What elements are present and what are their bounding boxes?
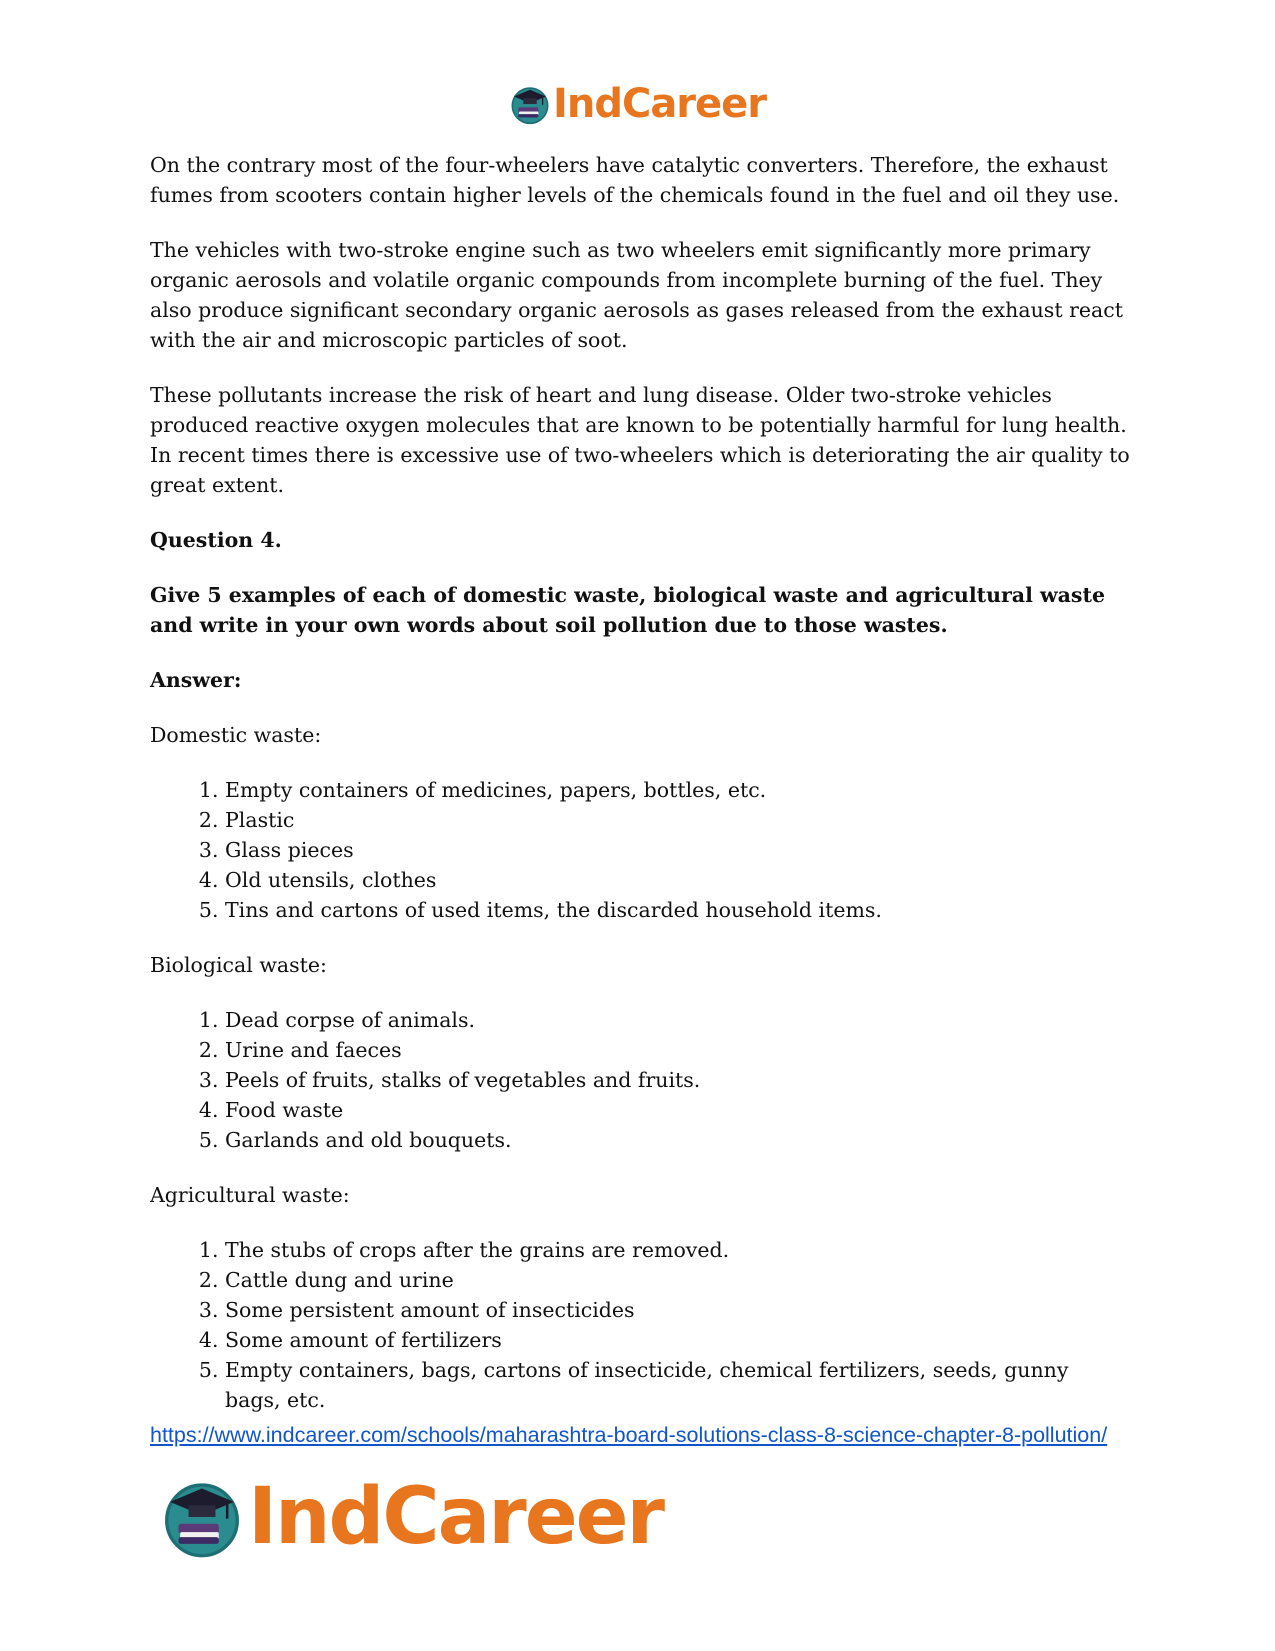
biological-waste-list [150, 1005, 1130, 1155]
answer-label: Answer: [150, 668, 242, 692]
list-item: 4. Some amount of fertilizers [225, 1325, 1130, 1355]
source-link[interactable]: https://www.indcareer.com/schools/maharashtra-board-solutions-class-8-science-chapter-8-pollution/ [150, 1423, 1108, 1447]
graduation-cap-book-icon [160, 1475, 244, 1559]
list-item: 3. Peels of fruits, stalks of vegetables and fruits. [225, 1065, 1130, 1095]
graduation-cap-book-icon [509, 83, 551, 125]
list-item: 2. Plastic [225, 805, 1130, 835]
domestic-waste-list [150, 775, 1130, 925]
list-item: 4. Food waste [225, 1095, 1130, 1125]
list-item: 1. Empty containers of medicines, papers, bottles, etc. [225, 775, 1130, 805]
agricultural-waste-list [150, 1235, 1130, 1415]
header-logo [0, 80, 1275, 128]
brand-logo [509, 83, 766, 125]
list-item: 2. Cattle dung and urine [225, 1265, 1130, 1295]
list-item: 2. Urine and faeces [225, 1035, 1130, 1065]
paragraph: The vehicles with two-stroke engine such as two wheelers emit significantly more primary organic aerosols and volatile organic compounds from incomplete burning of the fuel. They also produce significant secondary organic aerosols as gases released from the exhaust react with the air and microscopic particles of soot. [150, 238, 1123, 352]
brand-name: IndCareer [552, 81, 767, 127]
question-text: Give 5 examples of each of domestic waste, biological waste and agricultural waste and write in your own words about soil pollution due to those wastes. [150, 583, 1105, 637]
paragraph: These pollutants increase the risk of heart and lung disease. Older two-stroke vehicles produced reactive oxygen molecules that are known to be potentially harmful for lung health. In recent times there is excessive use of two-wheelers which is deteriorating the air quality to great extent. [150, 383, 1130, 497]
section-title-domestic: Domestic waste: [150, 723, 322, 747]
list-item: 1. The stubs of crops after the grains are removed. [225, 1235, 1130, 1265]
list-item: 1. Dead corpse of animals. [225, 1005, 1130, 1035]
section-title-biological: Biological waste: [150, 953, 327, 977]
list-item: 5. Tins and cartons of used items, the discarded household items. [225, 895, 1130, 925]
list-item: 3. Some persistent amount of insecticides [225, 1295, 1130, 1325]
brand-logo-large [160, 1472, 663, 1562]
brand-name: IndCareer [248, 1472, 663, 1562]
footer-logo [160, 1474, 663, 1560]
section-title-agricultural: Agricultural waste: [150, 1183, 350, 1207]
list-item: 5. Empty containers, bags, cartons of insecticide, chemical fertilizers, seeds, gunny bags, etc. [225, 1355, 1130, 1415]
list-item: 4. Old utensils, clothes [225, 865, 1130, 895]
paragraph: On the contrary most of the four-wheelers have catalytic converters. Therefore, the exhaust fumes from scooters contain higher levels of the chemicals found in the fuel and oil they use. [150, 153, 1120, 207]
list-item: 5. Garlands and old bouquets. [225, 1125, 1130, 1155]
list-item: 3. Glass pieces [225, 835, 1130, 865]
question-label: Question 4. [150, 528, 282, 552]
page-content [150, 150, 1130, 1453]
